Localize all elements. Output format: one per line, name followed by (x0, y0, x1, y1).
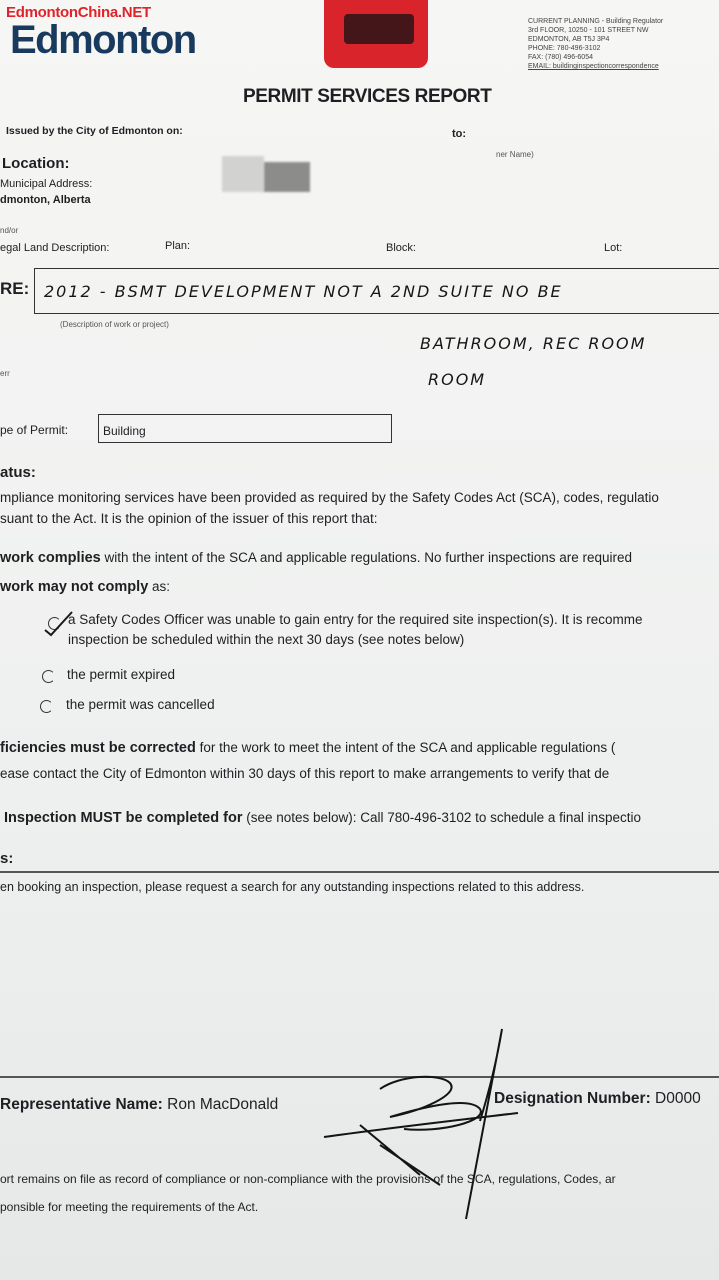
deficiencies-rest: for the work to meet the intent of the SCA and applicable regulations ( (195, 740, 616, 755)
status-intro-line1: mpliance monitoring services have been provided as required by the Safety Codes Act (SCA), codes, regulatio (0, 490, 659, 505)
signature-scribble (320, 1025, 530, 1240)
re-handwritten-line3: ROOM (428, 370, 487, 389)
deficiencies-bold: ficiencies must be corrected (0, 740, 196, 756)
legal-land-label: egal Land Description: (0, 242, 110, 254)
option3-text: the permit was cancelled (66, 697, 215, 712)
inspection-line (4, 810, 641, 826)
dept-address-line: CURRENT PLANNING - Building Regulator (528, 18, 664, 25)
option1-line2: inspection be scheduled within the next 30 days (see notes below) (68, 632, 465, 647)
not-comply-bold: work may not comply (0, 579, 149, 595)
representative-label: Representative Name: (0, 1096, 163, 1113)
re-handwritten-line2: BATHROOM, REC ROOM (420, 334, 647, 353)
re-caption: (Description of work or project) (60, 320, 169, 329)
edmonton-logo: Edmonton (10, 18, 196, 62)
report-title: PERMIT SERVICES REPORT (243, 86, 492, 107)
block-label: Block: (386, 242, 416, 254)
status-intro-line2: suant to the Act. It is the opinion of the issuer of this report that: (0, 511, 378, 526)
location-heading: Location: (2, 155, 70, 172)
to-label: to: (452, 128, 467, 140)
status-heading: atus: (0, 464, 36, 481)
designation-label: Designation Number: (494, 1090, 651, 1107)
notes-heading: s: (0, 850, 14, 867)
redacted-address-block (222, 156, 264, 192)
option2-radio (42, 670, 55, 683)
complies-bold: work complies (0, 550, 101, 566)
not-comply-rest: as: (148, 579, 171, 594)
representative-name: Ron MacDonald (167, 1096, 279, 1113)
inspection-rest: (see notes below): Call 780-496-3102 to schedule a final inspectio (242, 810, 641, 825)
permit-type-label: pe of Permit: (0, 423, 69, 437)
city-text: dmonton, Alberta (0, 194, 91, 206)
complies-line (0, 550, 632, 566)
re-label: RE: (0, 279, 30, 298)
deficiencies-line (0, 740, 615, 756)
watermark-text: EdmontonChina.NET (6, 4, 151, 21)
contact-line: ease contact the City of Edmonton within 30 days of this report to make arrangements to verify that de (0, 766, 610, 781)
footer-line1: ort remains on file as record of compliance or non-compliance with the provisions of the SCA, regulations, Codes, ar (0, 1172, 616, 1186)
dept-address-line: 3rd FLOOR, 10250 - 101 STREET NW (528, 27, 649, 34)
option3-radio (40, 700, 53, 713)
designation-value: D0000 (655, 1090, 701, 1107)
owner-name-caption: ner Name) (496, 150, 534, 159)
redacted-address-block (264, 162, 310, 192)
side-label: err (0, 369, 10, 378)
notes-divider (0, 871, 719, 873)
lot-label: Lot: (604, 242, 623, 254)
option2-text: the permit expired (67, 667, 176, 682)
re-handwritten-text: 2012 - BSMT DEVELOPMENT NOT A 2ND SUITE NO BE (44, 282, 563, 301)
footer-line2: ponsible for meeting the requirements of the Act. (0, 1200, 259, 1214)
plan-label: Plan: (165, 240, 191, 252)
option1-line1: a Safety Codes Officer was unable to gain entry for the required site inspection(s). It is recomme (68, 612, 643, 627)
not-comply-line (0, 579, 170, 595)
dept-address-line: EDMONTON, AB T5J 3P4 (528, 36, 610, 43)
dept-email-line: EMAIL: buildinginspectioncorrespondence (528, 63, 659, 70)
red-clip-object (324, 0, 428, 68)
permit-type-value: Building (103, 424, 146, 438)
issued-by-label: Issued by the City of Edmonton on: (6, 125, 183, 137)
representative-line (0, 1096, 278, 1114)
complies-rest: with the intent of the SCA and applicable regulations. No further inspections are required (100, 550, 633, 565)
municipal-address-label: Municipal Address: (0, 178, 93, 190)
notes-text: en booking an inspection, please request a search for any outstanding inspections related to this address. (0, 880, 585, 894)
dept-address-line: PHONE: 780-496-3102 (528, 45, 601, 52)
andor-label: nd/or (0, 226, 19, 235)
inspection-bold: Inspection MUST be completed for (4, 810, 243, 826)
dept-address-line: FAX: (780) 496-6054 (528, 54, 593, 61)
